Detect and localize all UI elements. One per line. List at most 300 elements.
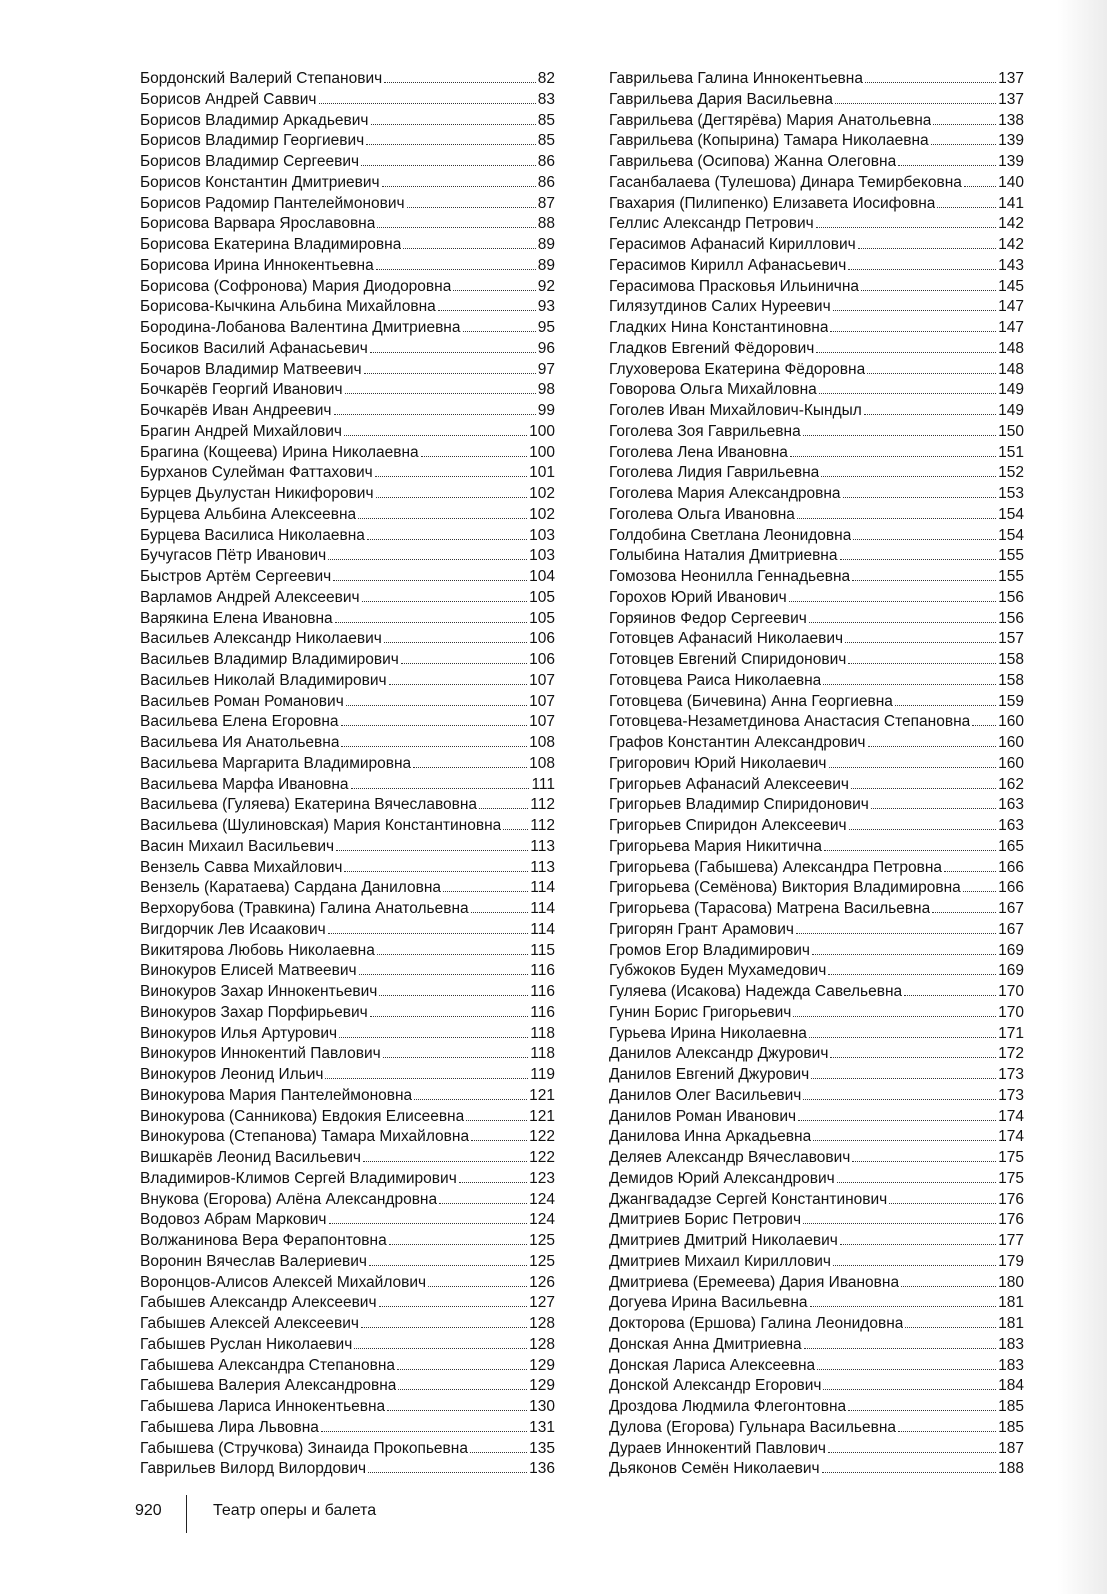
index-entry bbox=[609, 256, 1024, 277]
entry-page-number: 107 bbox=[529, 692, 555, 710]
entry-name: Геллис Александр Петрович bbox=[609, 215, 814, 233]
dot-leader bbox=[944, 871, 996, 872]
dot-leader bbox=[438, 310, 536, 311]
dot-leader bbox=[812, 954, 996, 955]
dot-leader bbox=[901, 1286, 996, 1287]
entry-name: Варламов Андрей Алексеевич bbox=[140, 588, 360, 606]
entry-page-number: 126 bbox=[529, 1273, 555, 1291]
entry-name: Глуховерова Екатерина Фёдоровна bbox=[609, 360, 866, 378]
index-entry bbox=[140, 484, 555, 505]
index-entry bbox=[609, 1376, 1024, 1397]
index-entry bbox=[140, 380, 555, 401]
entry-name: Дмитриев Дмитрий Николаевич bbox=[609, 1232, 838, 1249]
entry-page-number: 160 bbox=[998, 734, 1024, 751]
index-entry bbox=[609, 609, 1024, 630]
index-entry bbox=[140, 629, 555, 650]
dot-leader bbox=[852, 1161, 996, 1162]
index-entry bbox=[609, 692, 1024, 713]
entry-page-number: 88 bbox=[537, 215, 555, 233]
entry-name: Данилова Инна Аркадьевна bbox=[609, 1128, 812, 1146]
index-entry bbox=[609, 1314, 1024, 1335]
dot-leader bbox=[361, 165, 536, 166]
index-entry bbox=[609, 1086, 1024, 1107]
entry-name: Бочаров Владимир Матвеевич bbox=[140, 360, 362, 378]
entry-name: Герасимов Кирилл Афанасьевич bbox=[609, 256, 847, 274]
dot-leader bbox=[335, 622, 527, 623]
dot-leader bbox=[421, 456, 527, 457]
index-entry bbox=[140, 795, 555, 816]
entry-name: Вензель (Каратаева) Сардана Даниловна bbox=[140, 879, 442, 897]
index-entry bbox=[140, 401, 555, 422]
entry-page-number: 85 bbox=[537, 132, 555, 150]
index-entry bbox=[140, 567, 555, 588]
index-entry bbox=[609, 380, 1024, 401]
index-entry bbox=[609, 1231, 1024, 1252]
index-entry bbox=[140, 961, 555, 982]
dot-leader bbox=[471, 912, 529, 913]
entry-page-number: 116 bbox=[530, 1003, 555, 1021]
index-entry bbox=[140, 692, 555, 713]
dot-leader bbox=[321, 1431, 527, 1432]
entry-name: Вишкарёв Леонид Васильевич bbox=[140, 1149, 362, 1166]
entry-name: Громов Егор Владимирович bbox=[609, 941, 811, 959]
dot-leader bbox=[830, 331, 996, 332]
dot-leader bbox=[362, 601, 528, 602]
dot-leader bbox=[843, 497, 997, 498]
entry-page-number: 171 bbox=[998, 1024, 1024, 1042]
entry-name: Гладких Нина Константиновна bbox=[609, 319, 829, 336]
entry-page-number: 152 bbox=[998, 464, 1024, 482]
index-entry bbox=[609, 567, 1024, 588]
index-entry bbox=[140, 733, 555, 754]
entry-page-number: 102 bbox=[529, 505, 555, 523]
entry-name: Донская Лариса Алексеевна bbox=[609, 1356, 816, 1374]
dot-leader bbox=[804, 1348, 996, 1349]
entry-name: Дулова (Егорова) Гульнара Васильевна bbox=[609, 1418, 897, 1436]
index-entry bbox=[609, 671, 1024, 692]
entry-name: Деляев Александр Вячеславович bbox=[609, 1149, 851, 1166]
dot-leader bbox=[813, 1140, 996, 1141]
index-entry bbox=[609, 1273, 1024, 1294]
entry-name: Бурцева Альбина Алексеевна bbox=[140, 505, 357, 523]
entry-page-number: 153 bbox=[998, 485, 1024, 502]
entry-name: Гаврильева Дария Васильевна bbox=[609, 90, 834, 108]
entry-page-number: 173 bbox=[998, 1086, 1024, 1104]
entry-name: Верхорубова (Травкина) Галина Анатольевна bbox=[140, 900, 469, 917]
entry-name: Винокуров Захар Иннокентьевич bbox=[140, 983, 378, 1000]
entry-page-number: 121 bbox=[529, 1107, 555, 1125]
index-entry bbox=[609, 214, 1024, 235]
entry-name: Винокуров Леонид Ильич bbox=[140, 1066, 324, 1083]
entry-page-number: 92 bbox=[537, 277, 555, 295]
entry-name: Гвахария (Пилипенко) Елизавета Иосифовна bbox=[609, 194, 936, 212]
dot-leader bbox=[345, 393, 536, 394]
dot-leader bbox=[383, 1057, 529, 1058]
index-entry bbox=[140, 339, 555, 360]
entry-page-number: 118 bbox=[530, 1045, 555, 1063]
dot-leader bbox=[459, 1182, 527, 1183]
dot-leader bbox=[407, 207, 536, 208]
index-entry bbox=[609, 816, 1024, 837]
entry-page-number: 137 bbox=[998, 90, 1024, 108]
entry-page-number: 154 bbox=[998, 526, 1024, 544]
entry-name: Гомозова Неонилла Геннадьевна bbox=[609, 568, 851, 585]
entry-name: Григорьева Мария Никитична bbox=[609, 837, 823, 855]
entry-page-number: 175 bbox=[998, 1149, 1024, 1166]
dot-leader bbox=[344, 871, 528, 872]
entry-name: Габышева (Стручкова) Зинаида Прокопьевна bbox=[140, 1439, 468, 1457]
dot-leader bbox=[329, 1223, 528, 1224]
index-entry bbox=[609, 546, 1024, 567]
dot-leader bbox=[904, 995, 996, 996]
entry-page-number: 129 bbox=[529, 1377, 555, 1395]
index-entry bbox=[140, 920, 555, 941]
entry-name: Гилязутдинов Салих Нуреевич bbox=[609, 298, 831, 316]
index-entry bbox=[609, 858, 1024, 879]
entry-page-number: 143 bbox=[998, 256, 1024, 274]
entry-name: Данилов Александр Джурович bbox=[609, 1045, 829, 1063]
entry-name: Винокурова (Степанова) Тамара Михайловна bbox=[140, 1128, 470, 1146]
dot-leader bbox=[823, 1389, 996, 1390]
entry-name: Викитярова Любовь Николаевна bbox=[140, 941, 375, 959]
index-entry bbox=[140, 816, 555, 837]
entry-page-number: 86 bbox=[537, 153, 555, 170]
entry-name: Борисова Ирина Иннокентьевна bbox=[140, 256, 374, 274]
entry-page-number: 102 bbox=[529, 485, 555, 502]
index-entry bbox=[609, 339, 1024, 360]
dot-leader bbox=[363, 1161, 527, 1162]
index-entry bbox=[140, 1418, 555, 1439]
entry-page-number: 173 bbox=[998, 1066, 1024, 1083]
index-entry bbox=[140, 1086, 555, 1107]
entry-name: Габышева Валерия Александровна bbox=[140, 1377, 397, 1395]
dot-leader bbox=[835, 103, 996, 104]
entry-page-number: 155 bbox=[998, 547, 1024, 565]
entry-page-number: 112 bbox=[530, 817, 555, 834]
entry-page-number: 184 bbox=[998, 1377, 1024, 1395]
index-entry bbox=[140, 899, 555, 920]
dot-leader bbox=[389, 1244, 527, 1245]
entry-name: Гасанбалаева (Тулешова) Динара Темирбековна bbox=[609, 173, 962, 191]
entry-name: Быстров Артём Сергеевич bbox=[140, 568, 332, 585]
index-entry bbox=[140, 588, 555, 609]
entry-page-number: 177 bbox=[998, 1232, 1024, 1249]
index-entry bbox=[140, 671, 555, 692]
entry-name: Васильева (Гуляева) Екатерина Вячеславовна bbox=[140, 796, 478, 814]
dot-leader bbox=[964, 186, 996, 187]
entry-name: Гуляева (Исакова) Надежда Савельевна bbox=[609, 983, 903, 1000]
dot-leader bbox=[370, 1016, 529, 1017]
entry-name: Габышев Алексей Алексеевич bbox=[140, 1315, 359, 1332]
index-entry bbox=[140, 1397, 555, 1418]
entry-page-number: 148 bbox=[998, 339, 1024, 357]
entry-page-number: 105 bbox=[529, 588, 555, 606]
dot-leader bbox=[937, 207, 996, 208]
index-entry bbox=[609, 1148, 1024, 1169]
entry-name: Григорьев Афанасий Алексеевич bbox=[609, 775, 849, 793]
entry-name: Борисова-Кычкина Альбина Михайловна bbox=[140, 298, 436, 316]
entry-page-number: 101 bbox=[529, 464, 555, 482]
entry-name: Григорьева (Габышева) Александра Петровна bbox=[609, 858, 943, 876]
entry-name: Губжоков Буден Мухамедович bbox=[609, 962, 827, 980]
entry-page-number: 140 bbox=[998, 173, 1024, 191]
index-entry bbox=[140, 754, 555, 775]
index-entry bbox=[609, 754, 1024, 775]
entry-page-number: 147 bbox=[998, 298, 1024, 316]
entry-name: Донской Александр Егорович bbox=[609, 1377, 822, 1395]
index-entry bbox=[140, 982, 555, 1003]
dot-leader bbox=[319, 103, 536, 104]
index-entry bbox=[609, 837, 1024, 858]
dot-leader bbox=[933, 124, 996, 125]
entry-name: Вензель Савва Михайлович bbox=[140, 858, 343, 876]
entry-name: Габышева Лира Львовна bbox=[140, 1418, 319, 1436]
entry-page-number: 181 bbox=[998, 1294, 1024, 1312]
index-entry bbox=[140, 1335, 555, 1356]
entry-name: Водовоз Абрам Маркович bbox=[140, 1211, 327, 1229]
dot-leader bbox=[790, 456, 996, 457]
index-entry bbox=[140, 1293, 555, 1314]
entry-page-number: 170 bbox=[998, 1003, 1024, 1021]
dot-leader bbox=[809, 1037, 996, 1038]
dot-leader bbox=[871, 808, 996, 809]
index-entry bbox=[140, 546, 555, 567]
dot-leader bbox=[325, 1078, 528, 1079]
entry-name: Джангвададзе Сергей Константинович bbox=[609, 1190, 888, 1208]
dot-leader bbox=[384, 642, 527, 643]
entry-page-number: 142 bbox=[998, 215, 1024, 233]
entry-name: Гоголева Лена Ивановна bbox=[609, 443, 788, 461]
entry-page-number: 163 bbox=[998, 796, 1024, 814]
entry-page-number: 158 bbox=[998, 651, 1024, 668]
entry-name: Габышев Александр Алексеевич bbox=[140, 1294, 377, 1312]
dot-leader bbox=[346, 705, 527, 706]
index-entry bbox=[140, 152, 555, 173]
index-entry bbox=[140, 1003, 555, 1024]
dot-leader bbox=[413, 767, 527, 768]
dot-leader bbox=[341, 746, 527, 747]
dot-leader bbox=[830, 1057, 996, 1058]
entry-name: Васильев Роман Романович bbox=[140, 692, 344, 710]
index-column-right bbox=[609, 69, 1024, 1480]
index-entry bbox=[609, 650, 1024, 671]
entry-name: Брагин Андрей Михайлович bbox=[140, 422, 342, 440]
entry-page-number: 95 bbox=[537, 319, 555, 336]
entry-page-number: 106 bbox=[529, 630, 555, 648]
dot-leader bbox=[931, 144, 996, 145]
entry-name: Голдобина Светлана Леонидовна bbox=[609, 526, 852, 544]
dot-leader bbox=[864, 414, 996, 415]
index-entry bbox=[609, 1418, 1024, 1439]
dot-leader bbox=[439, 1203, 527, 1204]
entry-page-number: 170 bbox=[998, 983, 1024, 1000]
entry-name: Гаврильева (Копырина) Тамара Николаевна bbox=[609, 132, 929, 150]
index-entry bbox=[609, 1044, 1024, 1065]
index-entry bbox=[140, 1210, 555, 1231]
entry-name: Гоголева Ольга Ивановна bbox=[609, 505, 795, 523]
entry-page-number: 137 bbox=[998, 70, 1024, 87]
index-entry bbox=[140, 1148, 555, 1169]
entry-name: Григорьев Спиридон Алексеевич bbox=[609, 817, 847, 834]
index-entry bbox=[140, 1273, 555, 1294]
index-entry bbox=[609, 775, 1024, 796]
index-entry bbox=[140, 422, 555, 443]
index-entry bbox=[140, 69, 555, 90]
index-entry bbox=[140, 277, 555, 298]
index-entry bbox=[140, 1252, 555, 1273]
entry-page-number: 125 bbox=[529, 1252, 555, 1270]
index-entry bbox=[140, 214, 555, 235]
dot-leader bbox=[868, 746, 997, 747]
index-entry bbox=[609, 360, 1024, 381]
index-entry bbox=[140, 90, 555, 111]
entry-name: Горохов Юрий Иванович bbox=[609, 588, 787, 606]
entry-page-number: 188 bbox=[998, 1460, 1024, 1478]
entry-page-number: 175 bbox=[998, 1169, 1024, 1187]
entry-page-number: 141 bbox=[998, 194, 1024, 212]
entry-name: Бочкарёв Георгий Иванович bbox=[140, 381, 343, 399]
dot-leader bbox=[479, 808, 528, 809]
index-entry bbox=[140, 1024, 555, 1045]
entry-name: Бородина-Лобанова Валентина Дмитриевна bbox=[140, 319, 461, 336]
dot-leader bbox=[453, 290, 535, 291]
dot-leader bbox=[895, 705, 996, 706]
entry-name: Васильева (Шулиновская) Мария Константиновна bbox=[140, 817, 502, 834]
index-entry bbox=[609, 1190, 1024, 1211]
page-number: 920 bbox=[135, 1502, 162, 1519]
entry-page-number: 145 bbox=[998, 277, 1024, 295]
index-entry bbox=[609, 422, 1024, 443]
dot-leader bbox=[398, 1389, 527, 1390]
dot-leader bbox=[898, 1431, 996, 1432]
entry-name: Дроздова Людмила Флегонтовна bbox=[609, 1398, 847, 1415]
index-entry bbox=[609, 318, 1024, 339]
entry-page-number: 111 bbox=[531, 775, 555, 793]
entry-page-number: 116 bbox=[530, 962, 555, 980]
entry-name: Догуева Ирина Васильевна bbox=[609, 1294, 808, 1312]
entry-page-number: 93 bbox=[537, 298, 555, 316]
entry-page-number: 112 bbox=[530, 796, 555, 814]
entry-name: Дураев Иннокентий Павлович bbox=[609, 1439, 826, 1457]
dot-leader bbox=[364, 373, 536, 374]
entry-name: Винокуров Захар Порфирьевич bbox=[140, 1003, 368, 1021]
entry-name: Герасимов Афанасий Кириллович bbox=[609, 236, 856, 253]
entry-name: Габышева Лариса Иннокентьевна bbox=[140, 1398, 386, 1415]
entry-page-number: 128 bbox=[529, 1335, 555, 1353]
entry-name: Бурцев Дьулустан Никифорович bbox=[140, 485, 374, 502]
index-entry bbox=[609, 1439, 1024, 1460]
dot-leader bbox=[366, 144, 536, 145]
dot-leader bbox=[972, 725, 996, 726]
dot-leader bbox=[837, 1182, 996, 1183]
entry-name: Бордонский Валерий Степанович bbox=[140, 70, 383, 87]
dot-leader bbox=[822, 1472, 997, 1473]
entry-name: Васильева Елена Егоровна bbox=[140, 713, 339, 731]
entry-page-number: 166 bbox=[998, 879, 1024, 897]
entry-name: Борисов Андрей Саввич bbox=[140, 90, 317, 108]
dot-leader bbox=[376, 497, 528, 498]
entry-page-number: 167 bbox=[998, 920, 1024, 938]
entry-name: Гунин Борис Григорьевич bbox=[609, 1003, 792, 1021]
index-entry bbox=[140, 1190, 555, 1211]
entry-name: Васильева Маргарита Владимировна bbox=[140, 754, 412, 772]
dot-leader bbox=[845, 642, 996, 643]
entry-name: Дмитриев Борис Петрович bbox=[609, 1211, 802, 1229]
entry-name: Винокуров Иннокентий Павлович bbox=[140, 1045, 381, 1063]
index-entry bbox=[140, 360, 555, 381]
index-entry bbox=[609, 484, 1024, 505]
index-entry bbox=[609, 297, 1024, 318]
index-entry bbox=[609, 899, 1024, 920]
entry-name: Графов Константин Александрович bbox=[609, 734, 866, 751]
entry-name: Винокуров Елисей Матвеевич bbox=[140, 962, 357, 980]
dot-leader bbox=[833, 310, 996, 311]
entry-name: Гладков Евгений Фёдорович bbox=[609, 339, 815, 357]
dot-leader bbox=[384, 82, 536, 83]
index-entry bbox=[609, 235, 1024, 256]
dot-leader bbox=[803, 1099, 996, 1100]
entry-name: Говорова Ольга Михайловна bbox=[609, 381, 817, 399]
entry-name: Григорьев Владимир Спиридонович bbox=[609, 796, 869, 814]
index-entry bbox=[609, 795, 1024, 816]
entry-page-number: 104 bbox=[529, 568, 555, 585]
index-entry bbox=[609, 941, 1024, 962]
entry-name: Васильев Николай Владимирович bbox=[140, 671, 387, 689]
dot-leader bbox=[403, 248, 535, 249]
dot-leader bbox=[471, 1140, 527, 1141]
index-entry bbox=[609, 982, 1024, 1003]
entry-page-number: 83 bbox=[537, 90, 555, 108]
index-entry bbox=[609, 733, 1024, 754]
dot-leader bbox=[371, 124, 536, 125]
dot-leader bbox=[463, 331, 536, 332]
entry-name: Голыбина Наталия Дмитриевна bbox=[609, 547, 838, 565]
entry-page-number: 147 bbox=[998, 319, 1024, 336]
index-entry bbox=[140, 609, 555, 630]
dot-leader bbox=[861, 290, 996, 291]
entry-page-number: 130 bbox=[529, 1398, 555, 1415]
entry-name: Брагина (Кощеева) Ирина Николаевна bbox=[140, 443, 419, 461]
entry-page-number: 89 bbox=[537, 236, 555, 253]
index-entry bbox=[140, 837, 555, 858]
entry-name: Бучугасов Пётр Иванович bbox=[140, 547, 327, 565]
entry-page-number: 136 bbox=[529, 1460, 555, 1478]
index-entry bbox=[609, 90, 1024, 111]
entry-name: Волжанинова Вера Ферапонтовна bbox=[140, 1232, 387, 1249]
dot-leader bbox=[354, 1348, 527, 1349]
footer-divider bbox=[186, 1495, 187, 1533]
index-entry bbox=[140, 235, 555, 256]
entry-page-number: 103 bbox=[529, 526, 555, 544]
dot-leader bbox=[811, 1078, 996, 1079]
entry-page-number: 86 bbox=[537, 173, 555, 191]
entry-name: Винокурова Мария Пантелеймоновна bbox=[140, 1086, 413, 1104]
index-entry bbox=[140, 775, 555, 796]
dot-leader bbox=[858, 248, 996, 249]
index-entry bbox=[140, 111, 555, 132]
entry-page-number: 107 bbox=[529, 713, 555, 731]
entry-name: Вигдорчик Лев Исаакович bbox=[140, 920, 326, 938]
entry-name: Васильев Владимир Владимирович bbox=[140, 651, 399, 668]
entry-name: Борисов Владимир Сергеевич bbox=[140, 153, 360, 170]
dot-leader bbox=[898, 165, 996, 166]
entry-page-number: 103 bbox=[529, 547, 555, 565]
index-entry bbox=[609, 401, 1024, 422]
index-entry bbox=[609, 712, 1024, 733]
dot-leader bbox=[369, 1265, 527, 1266]
section-title: Театр оперы и балета bbox=[213, 1502, 377, 1519]
entry-name: Гоголев Иван Михайлович-Кындыл bbox=[609, 402, 862, 419]
